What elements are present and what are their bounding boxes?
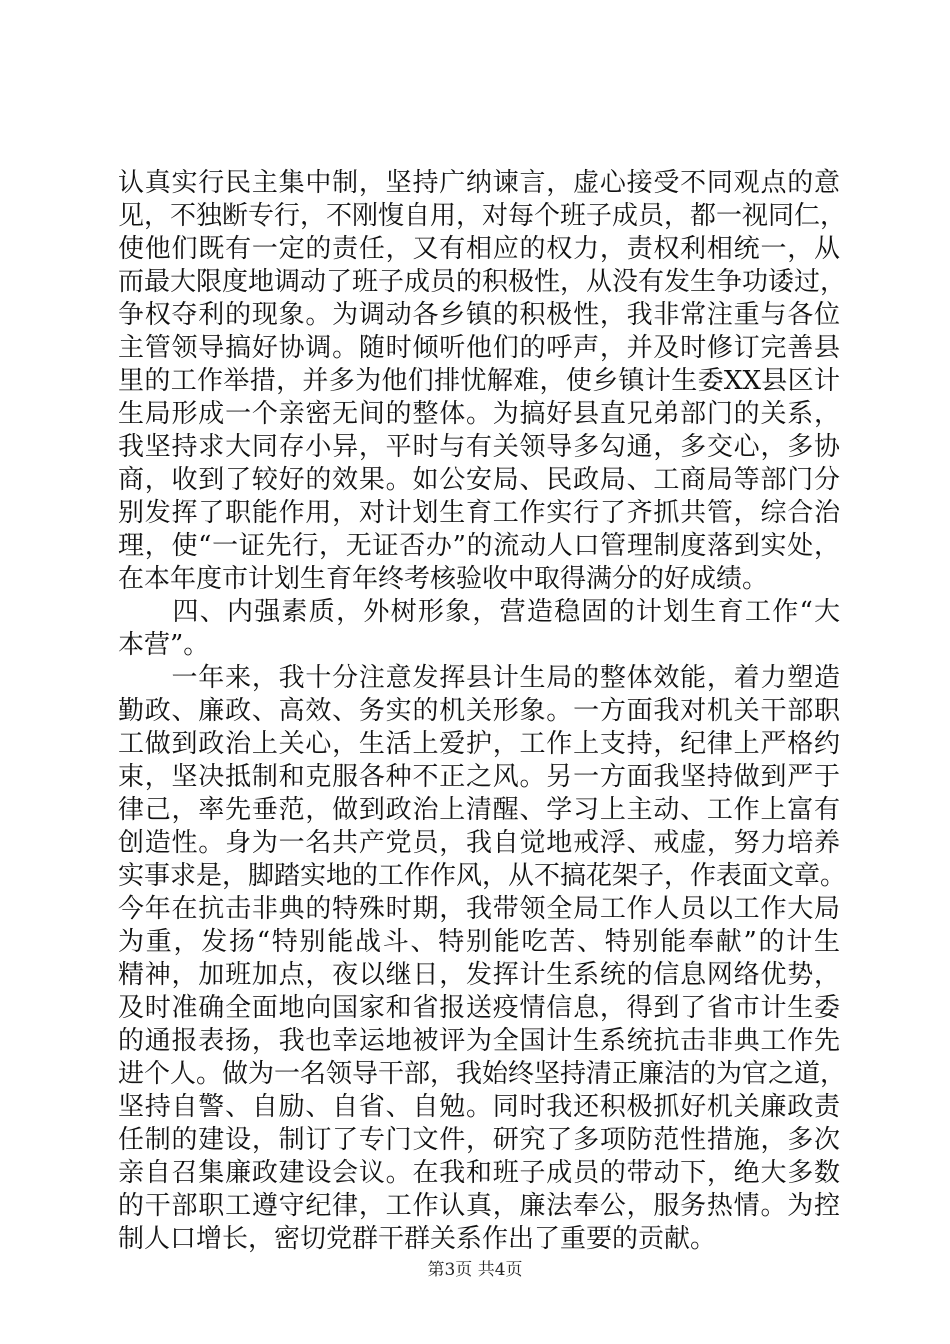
page-number-footer: 第3页 共4页 (427, 1260, 523, 1280)
text-line: 制人口增长，密切党群干群关系作出了重要的贡献。 (118, 1224, 717, 1254)
text-line: 理，使“一证先行，无证否办”的流动人口管理制度落到实处， (118, 531, 840, 561)
text-line: 使他们既有一定的责任，又有相应的权力，责权利相统一，从 (118, 234, 840, 264)
text-line: 精神，加班加点，夜以继日，发挥计生系统的信息网络优势， (118, 960, 840, 990)
text-line: 任制的建设，制订了专门文件，研究了多项防范性措施，多次 (118, 1125, 840, 1155)
text-line: 进个人。做为一名领导干部，我始终坚持清正廉洁的为官之道， (118, 1059, 847, 1089)
text-line: 争权夺利的现象。为调动各乡镇的积极性，我非常注重与各位 (118, 300, 840, 330)
section-heading-line: 本营”。 (118, 630, 210, 660)
text-line: 实事求是，脚踏实地的工作作风，从不搞花架子，作表面文章。 (118, 861, 847, 891)
text-line: 束，坚决抵制和克服各种不正之风。另一方面我坚持做到严于 (118, 762, 840, 792)
body-text (118, 167, 847, 1256)
text-line: 见，不独断专行，不刚愎自用，对每个班子成员，都一视同仁， (118, 201, 847, 231)
text-line: 在本年度市计划生育年终考核验收中取得满分的好成绩。 (118, 564, 769, 594)
text-line: 坚持自警、自励、自省、自勉。同时我还积极抓好机关廉政责 (118, 1092, 840, 1122)
text-line: 工做到政治上关心，生活上爱护，工作上支持，纪律上严格约 (118, 729, 840, 759)
text-line: 里的工作举措，并多为他们排忧解难，使乡镇计生委XX县区计 (118, 366, 840, 396)
text-line: 商，收到了较好的效果。如公安局、民政局、工商局等部门分 (118, 465, 840, 495)
text-line: 主管领导搞好协调。随时倾听他们的呼声，并及时修订完善县 (118, 333, 840, 363)
section-heading-line: 四、内强素质，外树形象，营造稳固的计划生育工作“大 (118, 597, 840, 627)
text-line: 的干部职工遵守纪律，工作认真，廉法奉公，服务热情。为控 (118, 1191, 840, 1221)
text-line: 我坚持求大同存小异，平时与有关领导多勾通，多交心，多协 (118, 432, 840, 462)
text-line: 创造性。身为一名共产党员，我自觉地戒浮、戒虚，努力培养 (118, 828, 840, 858)
text-line: 律己，率先垂范，做到政治上清醒、学习上主动、工作上富有 (118, 795, 840, 825)
text-line: 认真实行民主集中制，坚持广纳谏言，虚心接受不同观点的意 (118, 168, 840, 198)
text-line: 生局形成一个亲密无间的整体。为搞好县直兄弟部门的关系， (118, 399, 840, 429)
text-line: 亲自召集廉政建设会议。在我和班子成员的带动下，绝大多数 (118, 1158, 840, 1188)
text-line: 而最大限度地调动了班子成员的积极性，从没有发生争功诿过， (118, 267, 847, 297)
text-line: 勤政、廉政、高效、务实的机关形象。一方面我对机关干部职 (118, 696, 840, 726)
text-line: 及时准确全面地向国家和省报送疫情信息，得到了省市计生委 (118, 993, 840, 1023)
text-line: 一年来，我十分注意发挥县计生局的整体效能，着力塑造 (118, 663, 840, 693)
text-line: 为重，发扬“特别能战斗、特别能吃苦、特别能奉献”的计生 (118, 927, 840, 957)
text-line: 别发挥了职能作用，对计划生育工作实行了齐抓共管，综合治 (118, 498, 840, 528)
text-line: 今年在抗击非典的特殊时期，我带领全局工作人员以工作大局 (118, 894, 840, 924)
text-line: 的通报表扬，我也幸运地被评为全国计生系统抗击非典工作先 (118, 1026, 840, 1056)
